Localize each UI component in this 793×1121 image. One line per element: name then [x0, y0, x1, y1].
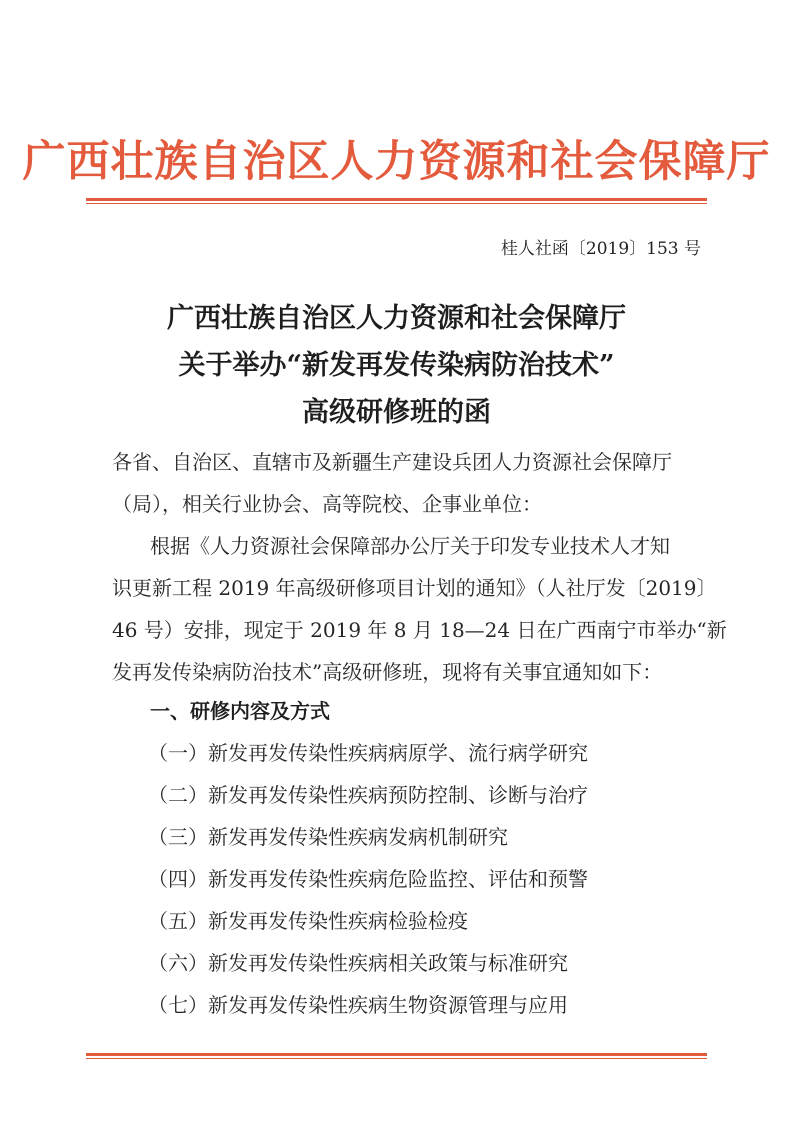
list-item: （一）新发再发传染性疾病病原学、流行病学研究 [148, 741, 588, 765]
body-line-paragraph-4: 发再发传染病防治技术”高级研修班，现将有关事宜通知如下： [112, 660, 663, 684]
document-number: 桂人社函〔2019〕153 号 [500, 239, 701, 259]
body-line-paragraph-2: 识更新工程 2019 年高级研修项目计划的通知》（人社厅发〔2019〕 [112, 576, 717, 600]
footer-rule-thick [86, 1053, 707, 1056]
section-heading: 一、研修内容及方式 [150, 699, 330, 723]
list-item: （二）新发再发传染性疾病预防控制、诊断与治疗 [148, 783, 588, 807]
letterhead-org-name: 广西壮族自治区人力资源和社会保障厅 [22, 137, 771, 187]
body-line-paragraph-1: 根据《人力资源社会保障部办公厅关于印发专业技术人才知 [150, 534, 670, 558]
body-line-recipients-1: 各省、自治区、直辖市及新疆生产建设兵团人力资源社会保障厅 [112, 450, 672, 474]
list-item: （七）新发再发传染性疾病生物资源管理与应用 [148, 993, 568, 1017]
body-line-recipients-2: （局），相关行业协会、高等院校、企事业单位： [112, 492, 542, 516]
letterhead-rule-thin [86, 203, 707, 204]
body-line-paragraph-3: 46 号）安排，现定于 2019 年 8 月 18—24 日在广西南宁市举办“新 [112, 618, 727, 642]
list-item: （三）新发再发传染性疾病发病机制研究 [148, 825, 508, 849]
document-title-line-3: 高级研修班的函 [302, 397, 491, 428]
footer-rule-thin [86, 1058, 707, 1059]
document-title-line-1: 广西壮族自治区人力资源和社会保障厅 [167, 303, 626, 334]
list-item: （四）新发再发传染性疾病危险监控、评估和预警 [148, 867, 588, 891]
list-item: （六）新发再发传染性疾病相关政策与标准研究 [148, 951, 568, 975]
letterhead-rule-thick [86, 198, 707, 201]
document-title-line-2: 关于举办“新发再发传染病防治技术” [178, 350, 615, 381]
list-item: （五）新发再发传染性疾病检验检疫 [148, 909, 468, 933]
